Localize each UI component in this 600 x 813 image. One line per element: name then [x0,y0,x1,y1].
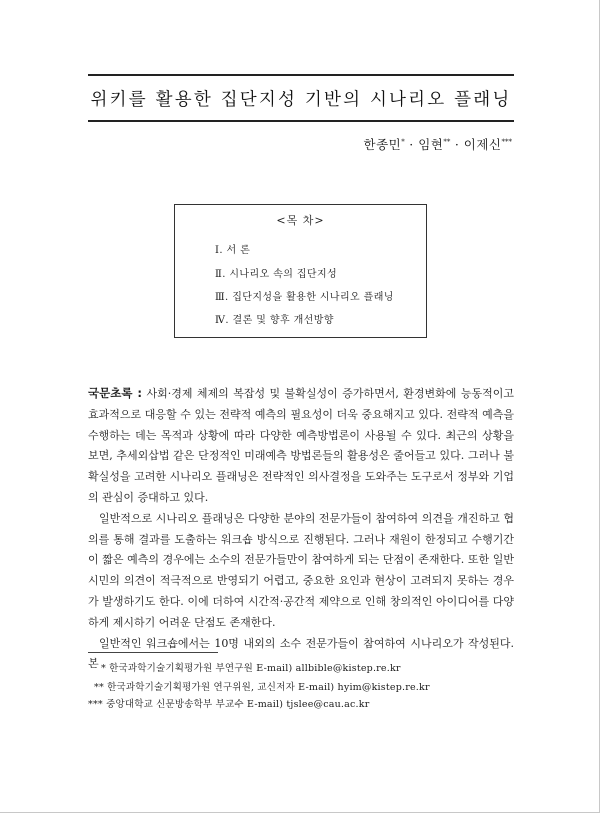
title-bottom-rule [88,120,514,122]
toc-item: Ⅰ. 서 론 [215,245,251,256]
abstract-body [88,383,514,675]
footnote-rule [88,652,218,653]
abstract-label: 국문초록 : [88,386,142,400]
author-name: 한종민 [363,137,402,152]
author-mark: *** [501,138,512,146]
paper-title: 위키를 활용한 집단지성 기반의 시나리오 플래닝 [90,90,512,110]
footnote: *** 중앙대학교 신문방송학부 부교수 E-mail) tjslee@cau.ac.kr [88,699,370,710]
abstract-paragraph: 일반적인 워크숍에서는 10명 내외의 소수 전문가들이 참여하여 시나리오가 작성된다. 본 [88,636,514,671]
table-of-contents [174,204,427,338]
title-top-rule [88,74,514,76]
author-mark: * [401,138,405,146]
toc-item: Ⅳ. 결론 및 향후 개선방향 [215,315,334,326]
author-name: 이제신 [463,137,502,152]
footnote: * 한국과학기술기획평가원 부연구원 E-mail) allbible@kistep.re.kr [101,663,401,674]
abstract-text: 사회·경제 체제의 복잡성 및 불확실성이 증가하면서, 환경변화에 능동적이고 효과적으로 대응할 수 있는 전략적 예측의 필요성이 더욱 중요해지고 있다. 전략적 예측을 수행하는 데는 목적과 상황에 따라 다양한 예측방법론이 사용될 수 있다. 최근의 상황을 보면, 추세외삽법 같은 단정적인 미래예측 방법론들의 활용성은 줄어들고 있다. 그러나 불확실성을 고려한 시나리오 플래닝은 전략적인 의사결정을 도와주는 도구로서 정부와 기업의 관심이 증대하고 있다. [88,387,514,504]
author-name: 임현 [418,137,444,152]
author-line [364,135,512,153]
abstract-paragraph: 일반적으로 시나리오 플래닝은 다양한 분야의 전문가들이 참여하여 의견을 개진하고 협의를 통해 결과를 도출하는 워크숍 방식으로 진행된다. 그러나 재원이 한정되고 수행기간이 짧은 예측의 경우에는 소수의 전문가들만이 참여하게 되는 단점이 존재한다. 또한 일반시민의 의견이 적극적으로 반영되기 어렵고, 중요한 요인과 현상이 고려되지 못하는 경우가 발생하기도 한다. 이에 더하여 시간적·공간적 제약으로 인해 창의적인 아이디어를 다양하게 제시하기 어려운 단점도 존재한다. [88,511,514,629]
author-mark: ** [443,138,451,146]
toc-item: Ⅱ. 시나리오 속의 집단지성 [215,269,338,280]
toc-item: Ⅲ. 집단지성을 활용한 시나리오 플래닝 [215,292,394,303]
toc-title: <목 차> [276,214,325,227]
footnote: ** 한국과학기술기획평가원 연구위원, 교신저자 E-mail) hyim@kistep.re.kr [94,682,430,693]
author-separator: · [450,137,464,152]
abstract-paragraph [88,383,514,509]
author-separator: · [404,137,419,152]
